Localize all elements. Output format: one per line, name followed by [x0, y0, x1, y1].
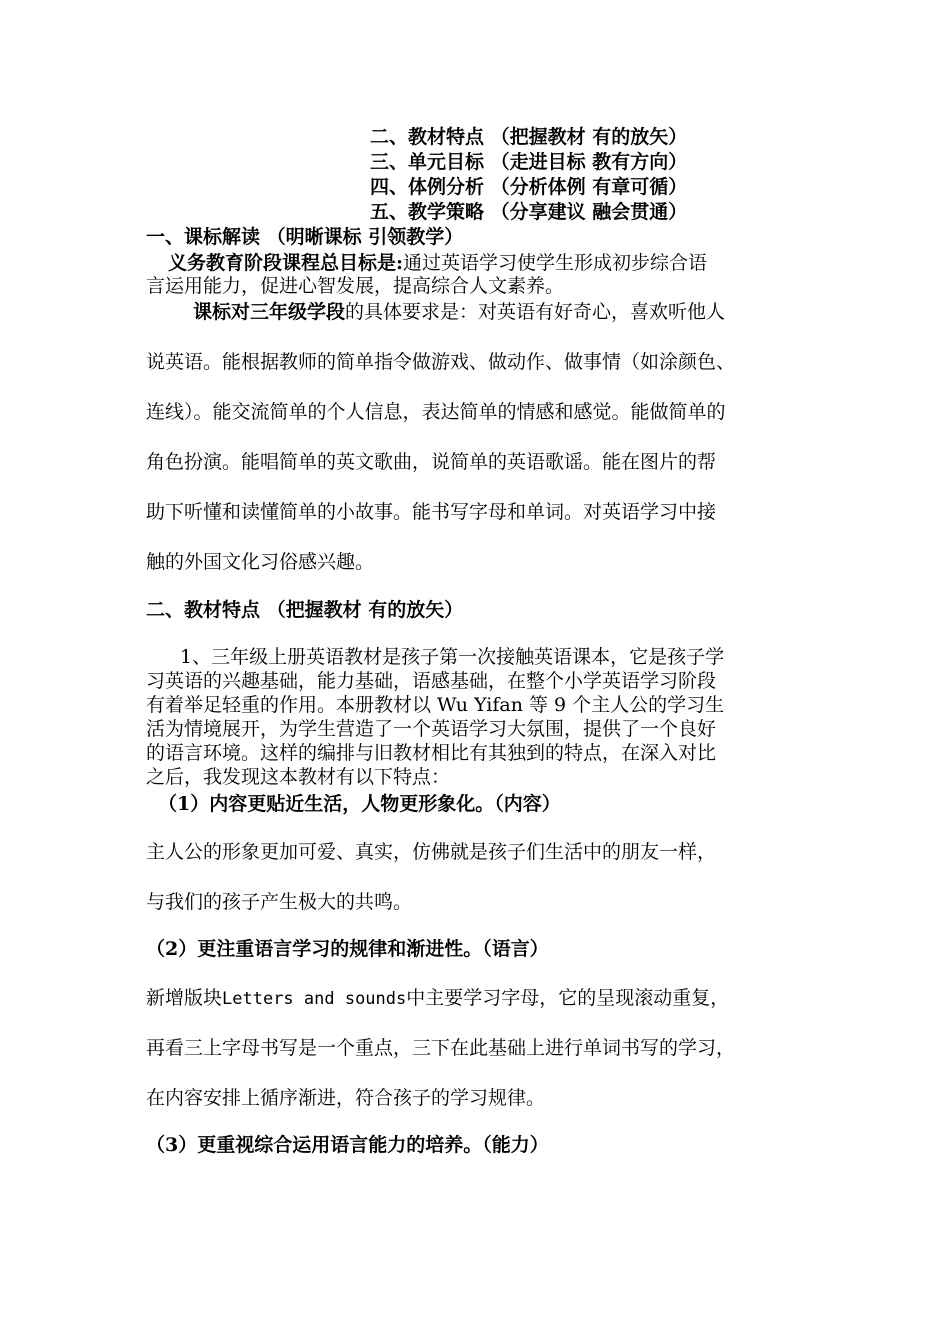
goal-text-1: 通过英语学习使学生形成初步综合语: [403, 252, 708, 274]
toc-item-2: 二、教材特点 （把握教材 有的放矢）: [370, 126, 688, 148]
grade-line-1: [193, 301, 725, 323]
para-line-5: 的语言环境。这样的编排与旧教材相比有其独到的特点，在深入对比: [146, 742, 717, 764]
toc-item-4: 四、体例分析 （分析体例 有章可循）: [370, 176, 688, 198]
goal-line-2: 言运用能力，促进心智发展，提高综合人文素养。: [146, 275, 565, 297]
point-1-line-2: 与我们的孩子产生极大的共鸣。: [146, 891, 413, 913]
grade-line-5: 助下听懂和读懂简单的小故事。能书写字母和单词。对英语学习中接: [146, 501, 717, 523]
goal-line-1: [168, 252, 707, 274]
point-2-line-1: [146, 987, 729, 1010]
section-1-heading: 一、课标解读 （明晰课标 引领教学）: [146, 226, 464, 248]
grade-line-2: 说英语。能根据教师的简单指令做游戏、做动作、做事情（如涂颜色、: [146, 351, 736, 373]
point-2-english-term: Letters and sounds: [222, 989, 407, 1009]
grade-text-1: 的具体要求是：对英语有好奇心，喜欢听他人: [345, 301, 726, 323]
para-line-4: 活为情境展开，为学生营造了一个英语学习大氛围，提供了一个良好: [146, 718, 717, 740]
para-line-2: 习英语的兴趣基础，能力基础，语感基础，在整个小学英语学习阶段: [146, 670, 717, 692]
point-2-heading: （2）更注重语言学习的规律和渐进性。（语言）: [146, 938, 549, 960]
point-1-heading: （1）内容更贴近生活，人物更形象化。（内容）: [158, 793, 561, 815]
grade-line-6: 触的外国文化习俗感兴趣。: [146, 551, 375, 573]
para-line-6: 之后，我发现这本教材有以下特点：: [146, 766, 451, 788]
point-3-heading: （3）更重视综合运用语言能力的培养。（能力）: [146, 1134, 549, 1156]
goal-label: 义务教育阶段课程总目标是:: [168, 252, 404, 274]
point-2-line-2: 再看三上字母书写是一个重点，三下在此基础上进行单词书写的学习，: [146, 1037, 736, 1059]
section-2-heading: 二、教材特点 （把握教材 有的放矢）: [146, 599, 464, 621]
point-1-line-1: 主人公的形象更加可爱、真实，仿佛就是孩子们生活中的朋友一样，: [146, 841, 717, 863]
grade-line-3: 连线）。能交流简单的个人信息，表达简单的情感和感觉。能做简单的: [146, 401, 726, 423]
toc-item-3: 三、单元目标 （走进目标 教有方向）: [370, 151, 688, 173]
toc-item-5: 五、教学策略 （分享建议 融会贯通）: [370, 201, 688, 223]
grade-label: 课标对三年级学段: [193, 301, 346, 323]
grade-line-4: 角色扮演。能唱简单的英文歌曲，说简单的英语歌谣。能在图片的帮: [146, 451, 717, 473]
point-2-pre: 新增版块: [146, 987, 223, 1009]
point-2-post: 中主要学习字母，它的呈现滚动重复，: [406, 987, 730, 1009]
point-2-line-3: 在内容安排上循序渐进，符合孩子的学习规律。: [146, 1087, 546, 1109]
para-line-3: 有着举足轻重的作用。本册教材以 Wu Yifan 等 9 个主人公的学习生: [146, 694, 725, 716]
para-line-1: 1、三年级上册英语教材是孩子第一次接触英语课本，它是孩子学: [180, 646, 725, 668]
